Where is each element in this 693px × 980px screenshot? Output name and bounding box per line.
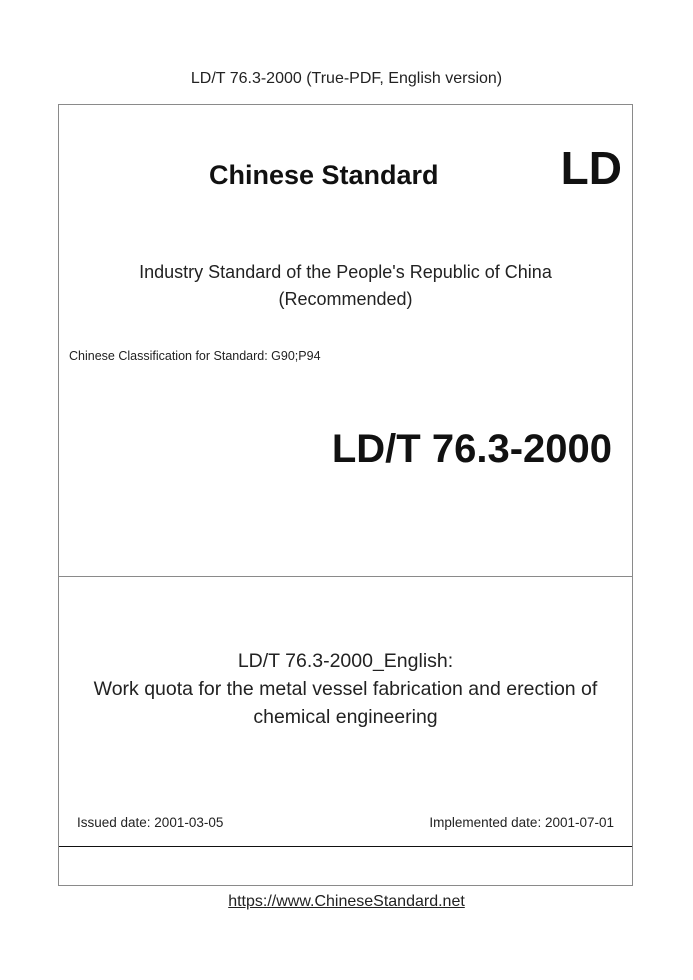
cover-frame bbox=[58, 104, 633, 886]
cover-title: Chinese Standard bbox=[209, 160, 439, 190]
document-title-line-3: chemical engineering bbox=[253, 706, 438, 728]
standard-mark: LD bbox=[560, 142, 622, 194]
document-title bbox=[59, 647, 632, 731]
cover-bottom-section bbox=[59, 847, 632, 885]
industry-standard-text bbox=[59, 259, 632, 313]
issued-date: Issued date: 2001-03-05 bbox=[77, 815, 224, 830]
cover-middle-section bbox=[59, 577, 632, 847]
page-header: LD/T 76.3-2000 (True-PDF, English version) bbox=[190, 70, 503, 87]
document-title-line-2: Work quota for the metal vessel fabrication and erection of bbox=[93, 678, 598, 700]
cover-top-section bbox=[59, 105, 632, 577]
industry-line-1: Industry Standard of the People's Republic of China bbox=[139, 262, 552, 282]
document-title-line-1: LD/T 76.3-2000_English: bbox=[237, 650, 454, 672]
footer-link[interactable]: https://www.ChineseStandard.net bbox=[228, 893, 465, 910]
industry-line-2: (Recommended) bbox=[278, 289, 413, 309]
standard-number: LD/T 76.3-2000 bbox=[331, 427, 612, 471]
classification-text: Chinese Classification for Standard: G90;P94 bbox=[69, 349, 321, 363]
implemented-date: Implemented date: 2001-07-01 bbox=[429, 815, 614, 830]
